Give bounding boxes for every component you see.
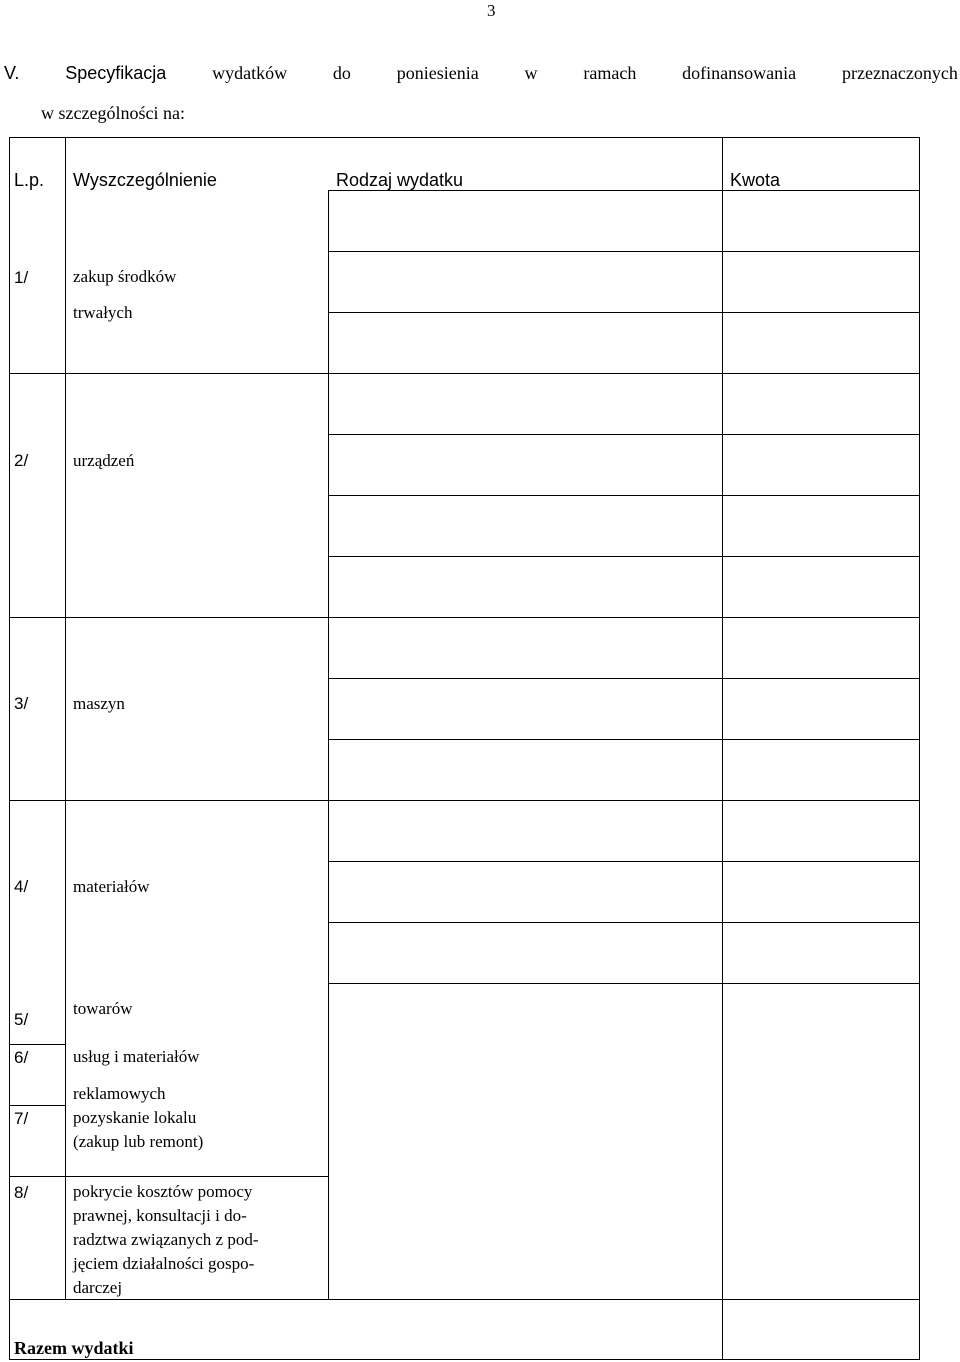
section-title xyxy=(4,64,958,82)
column-divider-description xyxy=(328,190,329,1300)
row-divider xyxy=(328,983,920,984)
row-divider xyxy=(328,434,920,435)
row-divider xyxy=(9,1176,329,1177)
row-divider xyxy=(328,190,920,191)
row-label xyxy=(73,1045,200,1081)
row-label xyxy=(73,265,176,325)
row-label-line: trwałych xyxy=(73,303,133,322)
table-border-top xyxy=(9,137,920,138)
row-divider xyxy=(9,800,920,801)
row-number: 1/ xyxy=(14,268,29,287)
total-label: Razem wydatki xyxy=(14,1338,134,1358)
row-label: towarów xyxy=(73,999,133,1018)
header-description: Wyszczególnienie xyxy=(73,170,217,190)
row-label-line: darczej xyxy=(73,1278,123,1297)
table-border-bottom xyxy=(9,1359,920,1360)
section-title-continuation: w szczególności na: xyxy=(41,103,185,123)
row-label-line: (zakup lub remont) xyxy=(73,1132,204,1151)
title-word: wydatków xyxy=(212,63,288,83)
row-label-line: jęciem działalności gospo- xyxy=(73,1254,255,1273)
row-divider xyxy=(9,373,920,374)
title-word: V. xyxy=(4,63,20,83)
row-label-line: pozyskanie lokalu xyxy=(73,1108,197,1127)
row-divider xyxy=(9,1105,66,1106)
row-divider xyxy=(9,1044,66,1045)
row-label-line: usług i materiałów xyxy=(73,1047,200,1066)
header-expense-type: Rodzaj wydatku xyxy=(336,170,464,190)
row-label: materiałów xyxy=(73,877,150,896)
title-word: Specyfikacja xyxy=(65,63,167,83)
title-word: ramach xyxy=(583,63,637,83)
row-number: 6/ xyxy=(14,1048,29,1067)
row-label-line: radztwa związanych z pod- xyxy=(73,1230,259,1249)
row-number: 2/ xyxy=(14,451,29,470)
table-border-right xyxy=(919,137,920,1360)
column-divider-type xyxy=(722,137,723,1360)
row-divider xyxy=(328,678,920,679)
title-word: poniesienia xyxy=(396,63,479,83)
row-label xyxy=(73,1106,203,1154)
row-divider xyxy=(328,922,920,923)
row-label-line: prawnej, konsultacji i do- xyxy=(73,1206,247,1225)
row-label-line: reklamowych xyxy=(73,1084,166,1103)
row-divider xyxy=(9,617,920,618)
row-number: 3/ xyxy=(14,694,29,713)
row-number: 4/ xyxy=(14,877,29,896)
row-divider xyxy=(328,495,920,496)
row-label-line: pokrycie kosztów pomocy xyxy=(73,1182,253,1201)
row-number: 5/ xyxy=(14,1010,29,1029)
row-divider xyxy=(328,739,920,740)
title-word: przeznaczonych xyxy=(841,63,958,83)
row-number: 8/ xyxy=(14,1183,29,1202)
row-divider xyxy=(328,312,920,313)
title-word: do xyxy=(332,63,351,83)
row-label: maszyn xyxy=(73,694,125,713)
header-amount: Kwota xyxy=(730,170,781,190)
row-label: urządzeń xyxy=(73,451,135,470)
header-lp: L.p. xyxy=(14,170,45,190)
column-divider-lp xyxy=(65,137,66,1300)
row-divider xyxy=(328,251,920,252)
row-label-line: zakup środków xyxy=(73,267,177,286)
page-number: 3 xyxy=(487,1,496,20)
row-divider xyxy=(328,861,920,862)
title-word: dofinansowania xyxy=(682,63,797,83)
row-label xyxy=(73,1180,258,1300)
row-divider xyxy=(328,556,920,557)
row-number: 7/ xyxy=(14,1109,29,1128)
title-word: w xyxy=(524,63,538,83)
